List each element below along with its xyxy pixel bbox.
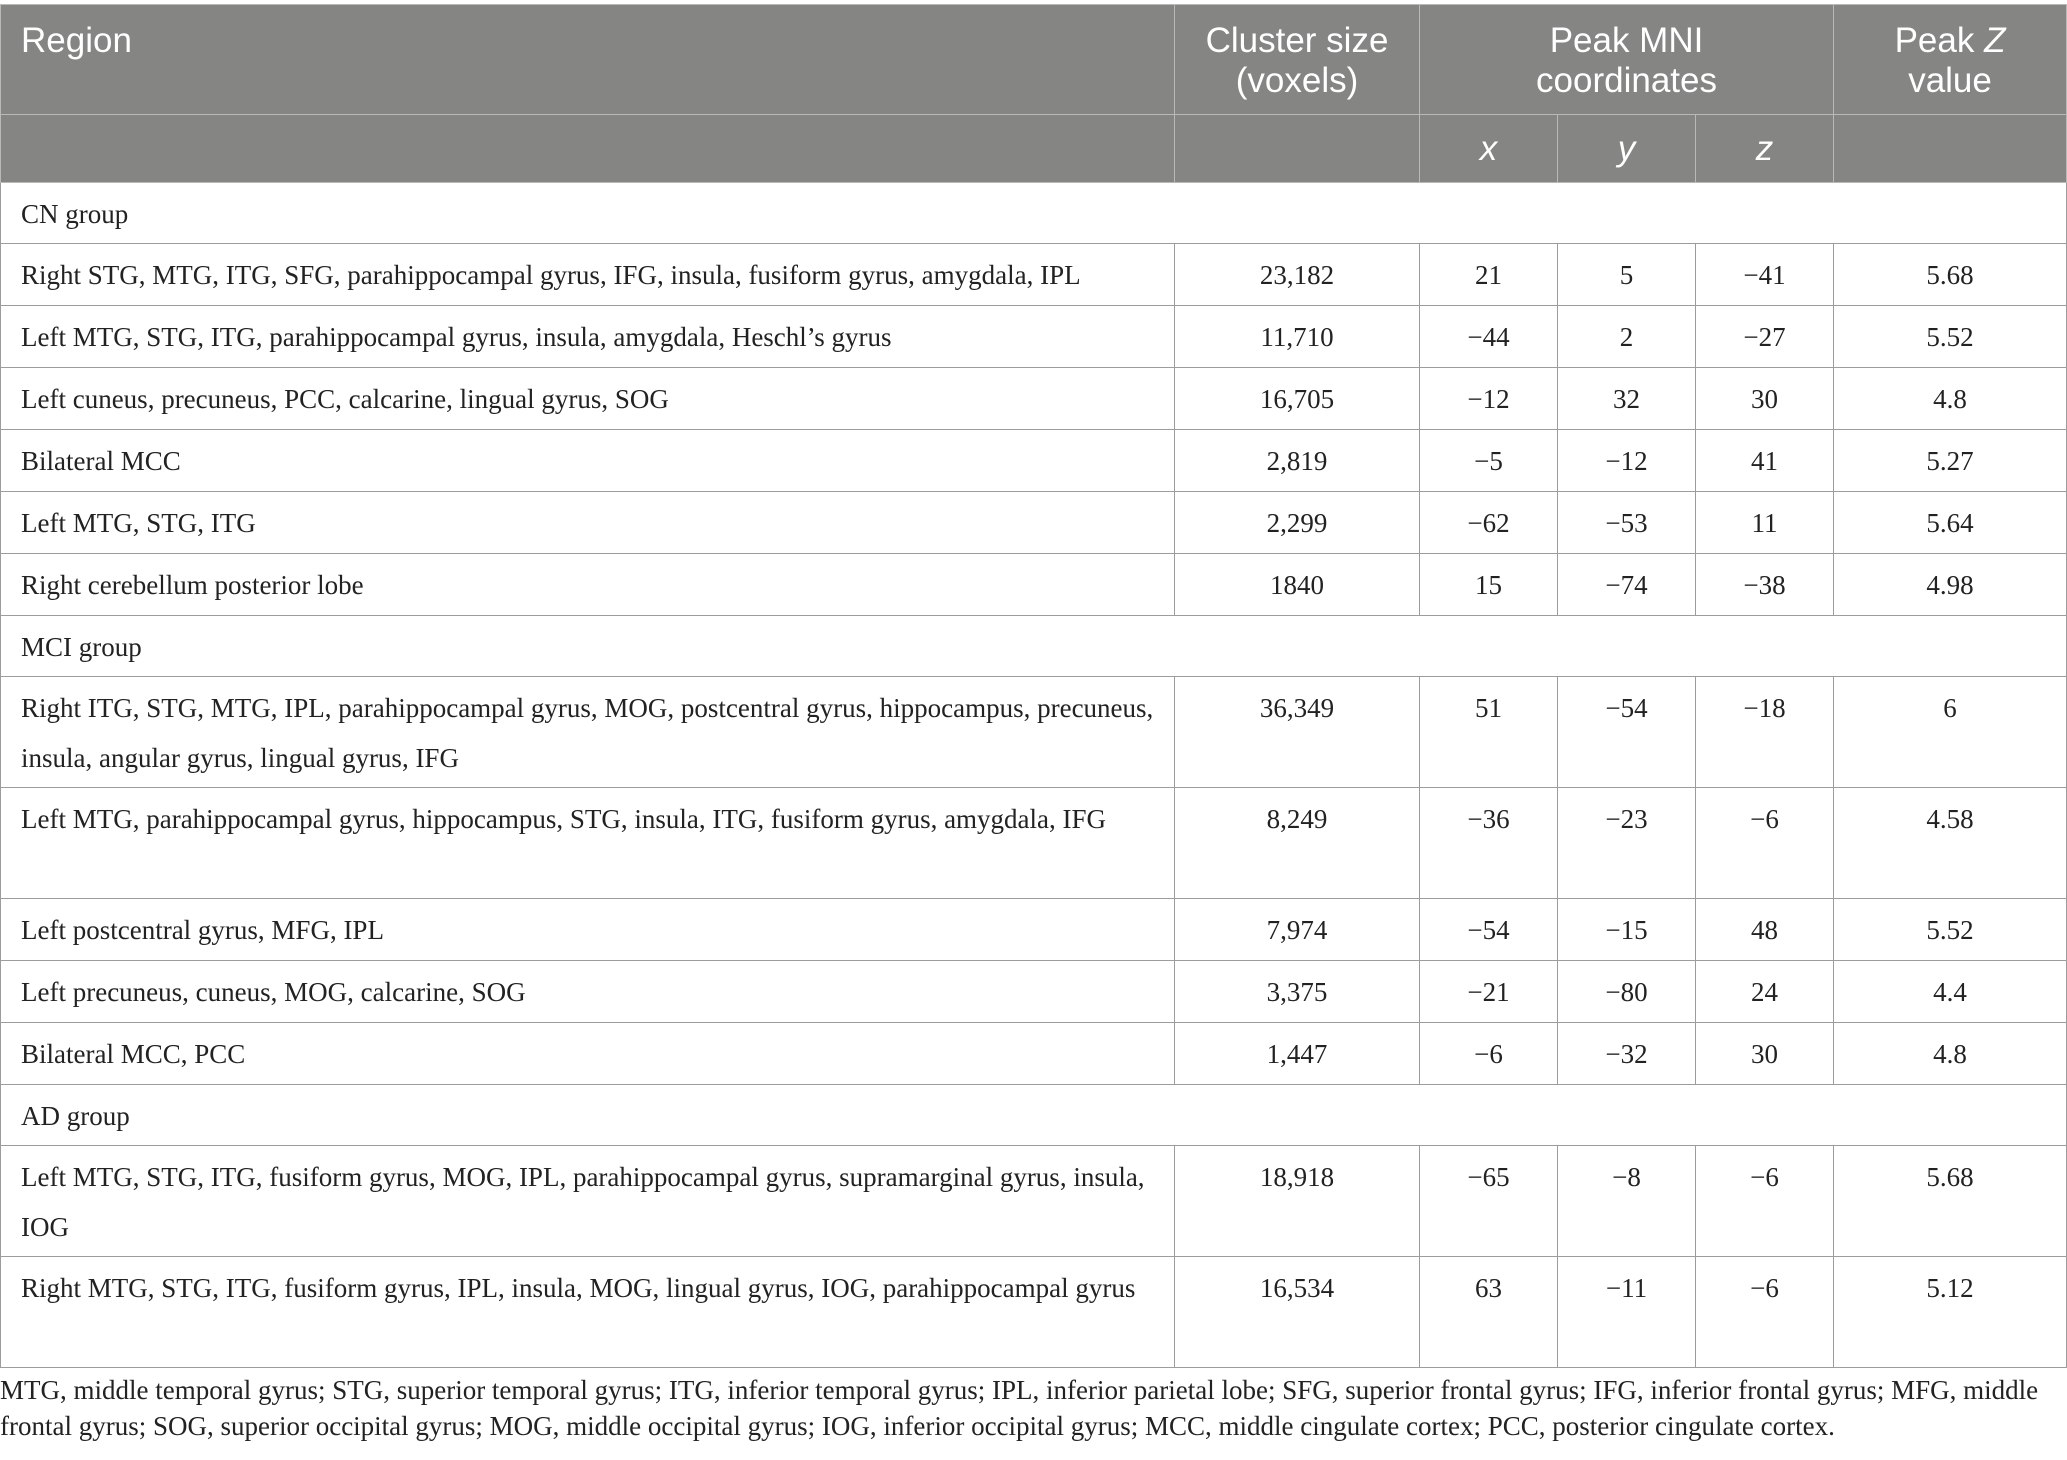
cell-z: −18	[1696, 677, 1834, 788]
cell-region: Left precuneus, cuneus, MOG, calcarine, SOG	[1, 961, 1175, 1023]
cell-y: −32	[1558, 1023, 1696, 1085]
cell-x: −44	[1420, 306, 1558, 368]
cell-region: Bilateral MCC	[1, 430, 1175, 492]
cell-x: −5	[1420, 430, 1558, 492]
cell-z: 30	[1696, 368, 1834, 430]
header-cluster-size-line2: (voxels)	[1235, 61, 1359, 100]
cell-z: 24	[1696, 961, 1834, 1023]
table-row	[1, 554, 2067, 616]
cell-x: −36	[1420, 788, 1558, 899]
cell-y: −23	[1558, 788, 1696, 899]
table-row	[1, 899, 2067, 961]
cell-x: −21	[1420, 961, 1558, 1023]
cell-z: 48	[1696, 899, 1834, 961]
cell-region: Bilateral MCC, PCC	[1, 1023, 1175, 1085]
header-y: y	[1558, 115, 1696, 183]
cell-y: 32	[1558, 368, 1696, 430]
cell-z: −6	[1696, 788, 1834, 899]
cell-x: −54	[1420, 899, 1558, 961]
cell-z: −27	[1696, 306, 1834, 368]
cell-y: −53	[1558, 492, 1696, 554]
cell-z: −41	[1696, 244, 1834, 306]
cell-cluster-size: 1,447	[1175, 1023, 1420, 1085]
cell-peak-z: 5.52	[1834, 306, 2067, 368]
cell-y: −12	[1558, 430, 1696, 492]
group-row	[1, 616, 2067, 677]
cell-x: −12	[1420, 368, 1558, 430]
table-row	[1, 961, 2067, 1023]
cell-y: −11	[1558, 1257, 1696, 1368]
group-label: AD group	[1, 1085, 2067, 1146]
cell-x: 21	[1420, 244, 1558, 306]
cell-y: 2	[1558, 306, 1696, 368]
header-peak-z	[1834, 5, 2067, 115]
cell-y: −74	[1558, 554, 1696, 616]
table-row	[1, 788, 2067, 899]
cell-y: −15	[1558, 899, 1696, 961]
cell-z: −38	[1696, 554, 1834, 616]
cell-cluster-size: 3,375	[1175, 961, 1420, 1023]
cell-y: −54	[1558, 677, 1696, 788]
cell-y: 5	[1558, 244, 1696, 306]
cell-cluster-size: 2,819	[1175, 430, 1420, 492]
cell-peak-z: 5.68	[1834, 1146, 2067, 1257]
header-z: z	[1696, 115, 1834, 183]
table-row	[1, 306, 2067, 368]
cell-cluster-size: 8,249	[1175, 788, 1420, 899]
cell-region: Right STG, MTG, ITG, SFG, parahippocampal gyrus, IFG, insula, fusiform gyrus, amygdala, IPL	[1, 244, 1175, 306]
header-cluster-size-line1: Cluster size	[1205, 21, 1389, 60]
cell-z: −6	[1696, 1257, 1834, 1368]
cell-z: −6	[1696, 1146, 1834, 1257]
cell-y: −8	[1558, 1146, 1696, 1257]
cell-cluster-size: 7,974	[1175, 899, 1420, 961]
table-row	[1, 368, 2067, 430]
results-table	[0, 4, 2067, 1368]
cell-peak-z: 5.68	[1834, 244, 2067, 306]
table-body	[1, 183, 2067, 1368]
cell-peak-z: 6	[1834, 677, 2067, 788]
cell-x: −62	[1420, 492, 1558, 554]
header-peak-z-italic: Z	[1984, 21, 2006, 60]
header-x: x	[1420, 115, 1558, 183]
header-peak-mni-line1: Peak MNI	[1549, 21, 1704, 60]
cell-cluster-size: 11,710	[1175, 306, 1420, 368]
cell-peak-z: 5.27	[1834, 430, 2067, 492]
header-region: Region	[1, 5, 1175, 115]
cell-z: 30	[1696, 1023, 1834, 1085]
table-row	[1, 492, 2067, 554]
cell-region: Left MTG, STG, ITG, parahippocampal gyrus, insula, amygdala, Heschl’s gyrus	[1, 306, 1175, 368]
header-row-secondary	[1, 115, 2067, 183]
cell-cluster-size: 16,534	[1175, 1257, 1420, 1368]
cell-cluster-size: 23,182	[1175, 244, 1420, 306]
group-label: MCI group	[1, 616, 2067, 677]
cell-region: Left MTG, parahippocampal gyrus, hippocampus, STG, insula, ITG, fusiform gyrus, amygdala, IFG	[1, 788, 1175, 899]
table-footnote: MTG, middle temporal gyrus; STG, superior temporal gyrus; ITG, inferior temporal gyrus; IPL, inferior parietal lobe; SFG, superior frontal gyrus; IFG, inferior frontal gyrus; MFG, middle frontal gyrus; SOG, superior occipital gyrus; MOG, middle occipital gyrus; IOG, inferior occipital gyrus; MCC, middle cingulate cortex; PCC, posterior cingulate cortex.	[0, 1375, 2039, 1441]
header-blank-size	[1175, 115, 1420, 183]
group-row	[1, 1085, 2067, 1146]
cell-peak-z: 4.8	[1834, 368, 2067, 430]
table-row	[1, 677, 2067, 788]
cell-z: 41	[1696, 430, 1834, 492]
cell-x: −6	[1420, 1023, 1558, 1085]
cell-peak-z: 5.64	[1834, 492, 2067, 554]
cell-y: −80	[1558, 961, 1696, 1023]
cell-x: 15	[1420, 554, 1558, 616]
table-row	[1, 430, 2067, 492]
cell-cluster-size: 36,349	[1175, 677, 1420, 788]
cell-region: Right MTG, STG, ITG, fusiform gyrus, IPL, insula, MOG, lingual gyrus, IOG, parahippocampal gyrus	[1, 1257, 1175, 1368]
cell-region: Right ITG, STG, MTG, IPL, parahippocampal gyrus, MOG, postcentral gyrus, hippocampus, precuneus, insula, angular gyrus, lingual gyrus, IFG	[1, 677, 1175, 788]
header-peak-z-line2: value	[1908, 61, 1992, 100]
header-blank-zval	[1834, 115, 2067, 183]
cell-z: 11	[1696, 492, 1834, 554]
cell-region: Left postcentral gyrus, MFG, IPL	[1, 899, 1175, 961]
group-label: CN group	[1, 183, 2067, 244]
cell-region: Left MTG, STG, ITG, fusiform gyrus, MOG, IPL, parahippocampal gyrus, supramarginal gyrus, insula, IOG	[1, 1146, 1175, 1257]
cell-peak-z: 4.4	[1834, 961, 2067, 1023]
cell-region: Left MTG, STG, ITG	[1, 492, 1175, 554]
header-cluster-size	[1175, 5, 1420, 115]
cell-cluster-size: 1840	[1175, 554, 1420, 616]
header-peak-mni	[1420, 5, 1834, 115]
table-row	[1, 1023, 2067, 1085]
cell-peak-z: 4.58	[1834, 788, 2067, 899]
header-peak-z-prefix: Peak	[1894, 21, 1985, 60]
header-blank-region	[1, 115, 1175, 183]
cell-peak-z: 5.12	[1834, 1257, 2067, 1368]
cell-region: Left cuneus, precuneus, PCC, calcarine, lingual gyrus, SOG	[1, 368, 1175, 430]
header-peak-mni-line2: coordinates	[1536, 61, 1717, 100]
cell-cluster-size: 16,705	[1175, 368, 1420, 430]
header-row-primary	[1, 5, 2067, 115]
table-row	[1, 1146, 2067, 1257]
group-row	[1, 183, 2067, 244]
table-row	[1, 1257, 2067, 1368]
cell-peak-z: 4.98	[1834, 554, 2067, 616]
cell-peak-z: 4.8	[1834, 1023, 2067, 1085]
cell-cluster-size: 18,918	[1175, 1146, 1420, 1257]
cell-peak-z: 5.52	[1834, 899, 2067, 961]
cell-x: 63	[1420, 1257, 1558, 1368]
table-header	[1, 5, 2067, 183]
cell-region: Right cerebellum posterior lobe	[1, 554, 1175, 616]
cell-cluster-size: 2,299	[1175, 492, 1420, 554]
cell-x: 51	[1420, 677, 1558, 788]
table-row	[1, 244, 2067, 306]
cell-x: −65	[1420, 1146, 1558, 1257]
